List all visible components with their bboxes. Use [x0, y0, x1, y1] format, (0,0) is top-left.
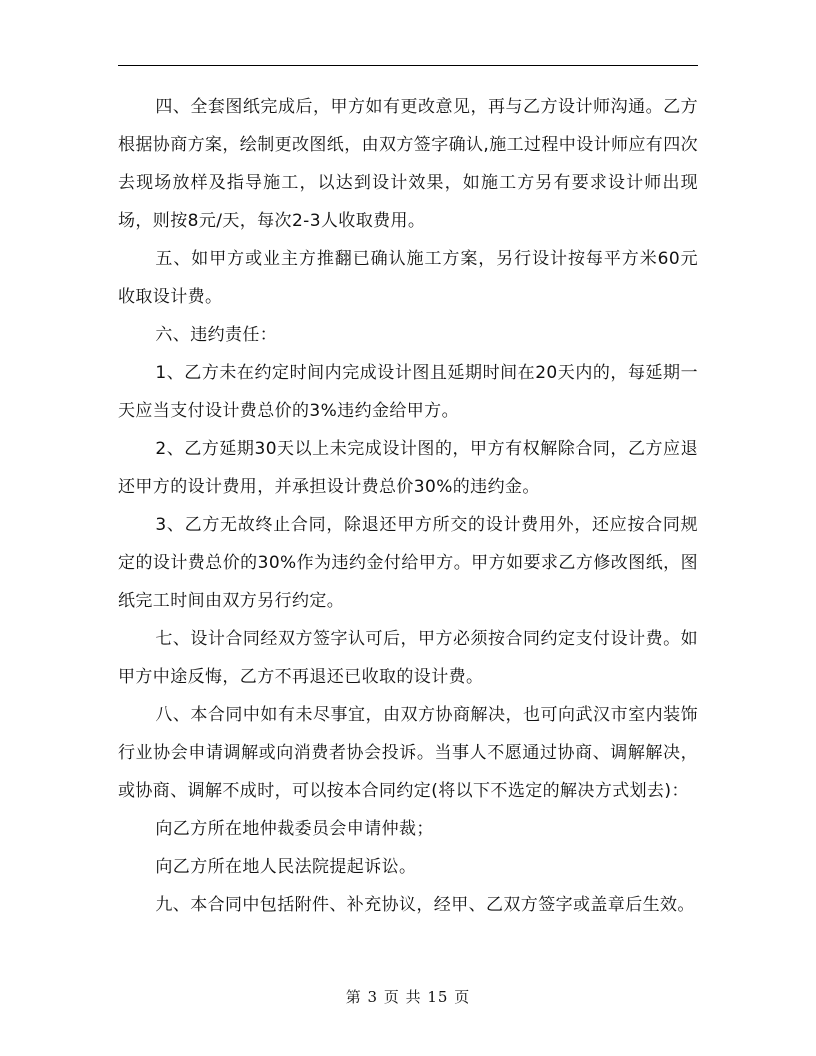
option-arbitration: 向乙方所在地仲裁委员会申请仲裁； [155, 819, 434, 839]
option-litigation: 向乙方所在地人民法院提起诉讼。 [155, 857, 417, 877]
clause-six-item-1: 1、乙方未在约定时间内完成设计图且延期时间在20天内的，每延期一天应当支付设计费总价的3%违约金给甲方。 [118, 363, 698, 421]
clause-six-item-2: 2、乙方延期30天以上未完成设计图的，甲方有权解除合同，乙方应退还甲方的设计费用，并承担设计费总价30%的违约金。 [118, 439, 698, 497]
clause-nine: 九、本合同中包括附件、补充协议，经甲、乙双方签字或盖章后生效。 [155, 895, 695, 915]
clause-six-heading: 六、违约责任： [155, 325, 278, 345]
clause-eight: 八、本合同中如有未尽事宜，由双方协商解决，也可向武汉市室内装饰行业协会申请调解或向消费者协会投诉。当事人不愿通过协商、调解解决，或协商、调解不成时，可以按本合同约定(将以下不选定的解决方式划去)： [118, 705, 698, 801]
clause-five: 五、如甲方或业主方推翻已确认施工方案，另行设计按每平方米60元收取设计费。 [118, 249, 698, 307]
clause-seven: 七、设计合同经双方签字认可后，甲方必须按合同约定支付设计费。如甲方中途反悔，乙方不再退还已收取的设计费。 [118, 629, 698, 687]
clause-four: 四、全套图纸完成后，甲方如有更改意见，再与乙方设计师沟通。乙方根据协商方案，绘制更改图纸，由双方签字确认,施工过程中设计师应有四次去现场放样及指导施工，以达到设计效果，如施工方另有要求设计师出现场，则按8元/天，每次2-3人收取费用。 [118, 97, 699, 231]
page-number: 第 3 页 共 15 页 [345, 988, 471, 1006]
header-rule [118, 65, 698, 66]
document-body [118, 88, 698, 924]
clause-six-item-3: 3、乙方无故终止合同，除退还甲方所交的设计费用外，还应按合同规定的设计费总价的30%作为违约金付给甲方。甲方如要求乙方修改图纸，图纸完工时间由双方另行约定。 [118, 515, 698, 611]
